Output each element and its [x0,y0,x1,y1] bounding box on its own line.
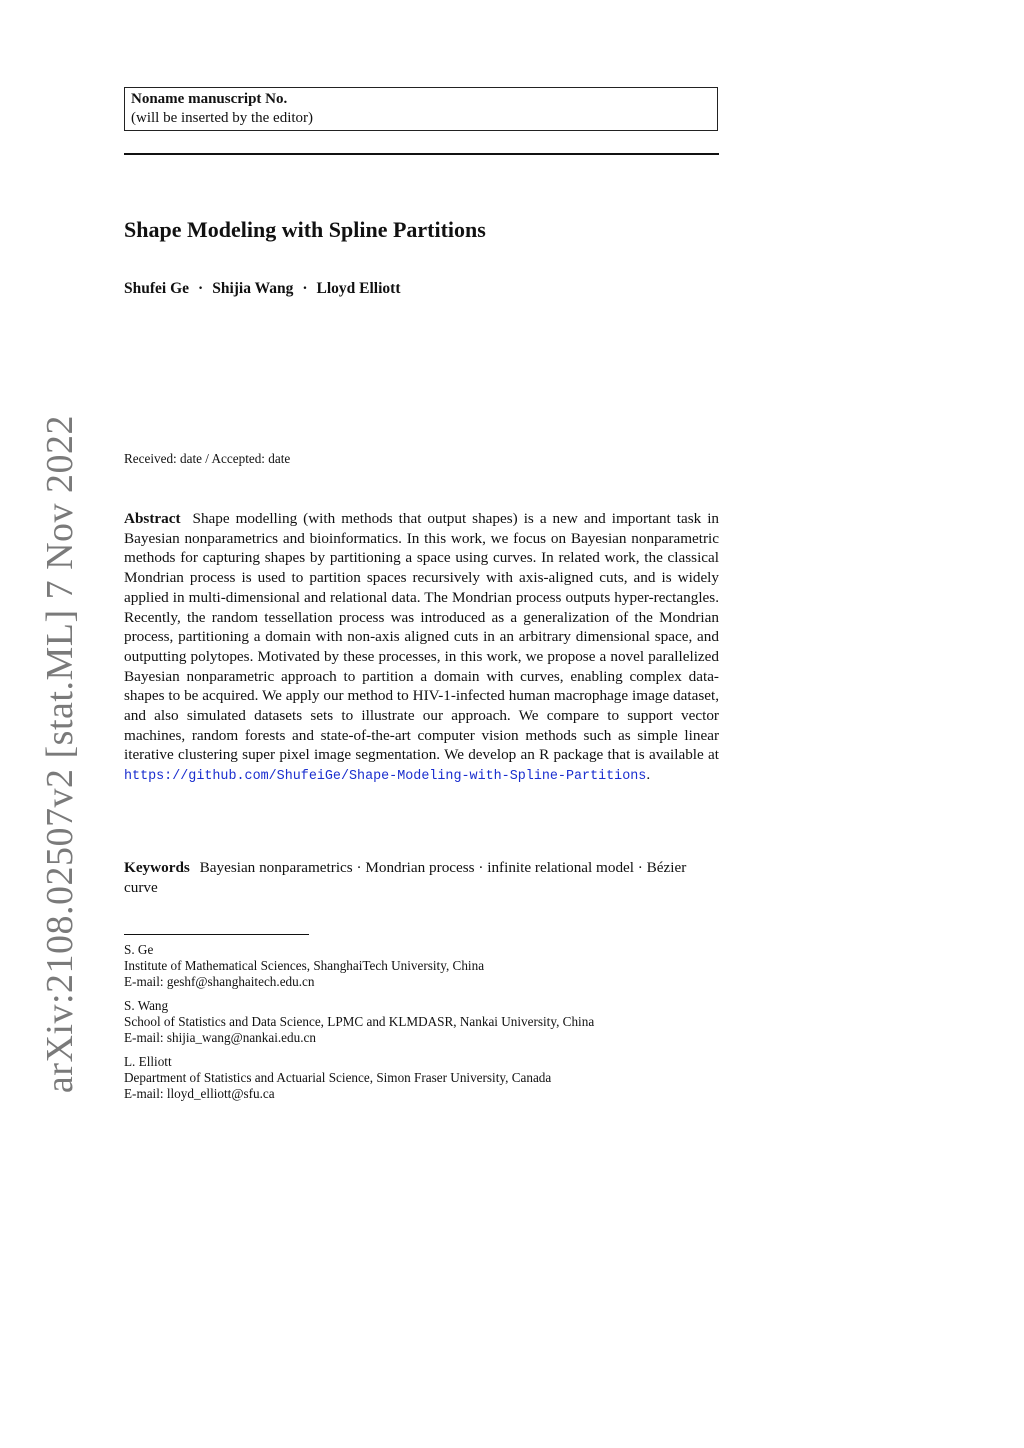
abstract-end-punctuation: . [646,766,651,784]
affiliation-name: L. Elliott [124,1054,172,1069]
author-separator: · [302,280,308,297]
manuscript-info-box [124,87,718,131]
affiliation-ge [124,942,724,990]
keywords-text: Bayesian nonparametrics · Mondrian process · infinite relational model · Bézier curve [124,859,687,896]
github-repo-link[interactable]: https://github.com/ShufeiGe/Shape-Modeling-with-Spline-Partitions [124,769,647,785]
header-rule [124,153,719,155]
author-name: Shijia Wang [212,280,294,297]
manuscript-number-line: Noname manuscript No. [131,91,288,107]
footnote-rule [124,934,309,935]
author-list [124,279,401,299]
affiliation-email: E-mail: lloyd_elliott@sfu.ca [124,1086,275,1101]
abstract-label: Abstract [124,510,181,527]
affiliation-institution: Institute of Mathematical Sciences, ShanghaiTech University, China [124,958,485,973]
affiliation-institution: School of Statistics and Data Science, LPMC and KLMDASR, Nankai University, China [124,1014,595,1029]
affiliation-institution: Department of Statistics and Actuarial Science, Simon Fraser University, Canada [124,1070,552,1085]
received-accepted-line: Received: date / Accepted: date [124,451,291,466]
affiliation-wang [124,998,724,1046]
paper-title: Shape Modeling with Spline Partitions [124,217,486,242]
arxiv-sidebar-stamp: arXiv:2108.02507v2 [stat.ML] 7 Nov 2022 [39,414,81,1094]
author-name: Shufei Ge [124,280,190,297]
keywords-label: Keywords [124,859,190,876]
affiliation-email: E-mail: shijia_wang@nankai.edu.cn [124,1030,316,1045]
affiliation-name: S. Wang [124,998,169,1013]
affiliation-name: S. Ge [124,942,154,957]
abstract-section [124,509,719,787]
abstract-text: Shape modelling (with methods that output shapes) is a new and important task in Bayesian nonparametrics and bioinformatics. In this work, we focus on Bayesian nonparametric methods for capturing shapes by partitioning a space using curves. In related work, the classical Mondrian process is used to partition spaces recursively with axis-aligned cuts, and is widely applied in multi-dimensional and relational data. The Mondrian process outputs hyper-rectangles. Recently, the random tessellation process was introduced as a generalization of the Mondrian process, partitioning a domain with non-axis aligned cuts in an arbitrary dimensional space, and outputting polytopes. Motivated by these processes, in this work, we propose a novel parallelized Bayesian nonparametric approach to partition a domain with curves, enabling complex data-shapes to be acquired. We apply our method to HIV-1-infected human macrophage image dataset, and also simulated datasets sets to illustrate our approach. We compare to support vector machines, random forests and state-of-the-art computer vision methods such as simple linear iterative clustering super pixel image segmentation. We develop an R package that is available at [124,510,720,764]
author-name: Lloyd Elliott [316,280,401,297]
affiliation-email: E-mail: geshf@shanghaitech.edu.cn [124,974,315,989]
editor-note-line: (will be inserted by the editor) [131,110,314,126]
author-separator: · [198,280,204,297]
affiliation-elliott [124,1054,724,1102]
keywords-section [124,858,719,897]
